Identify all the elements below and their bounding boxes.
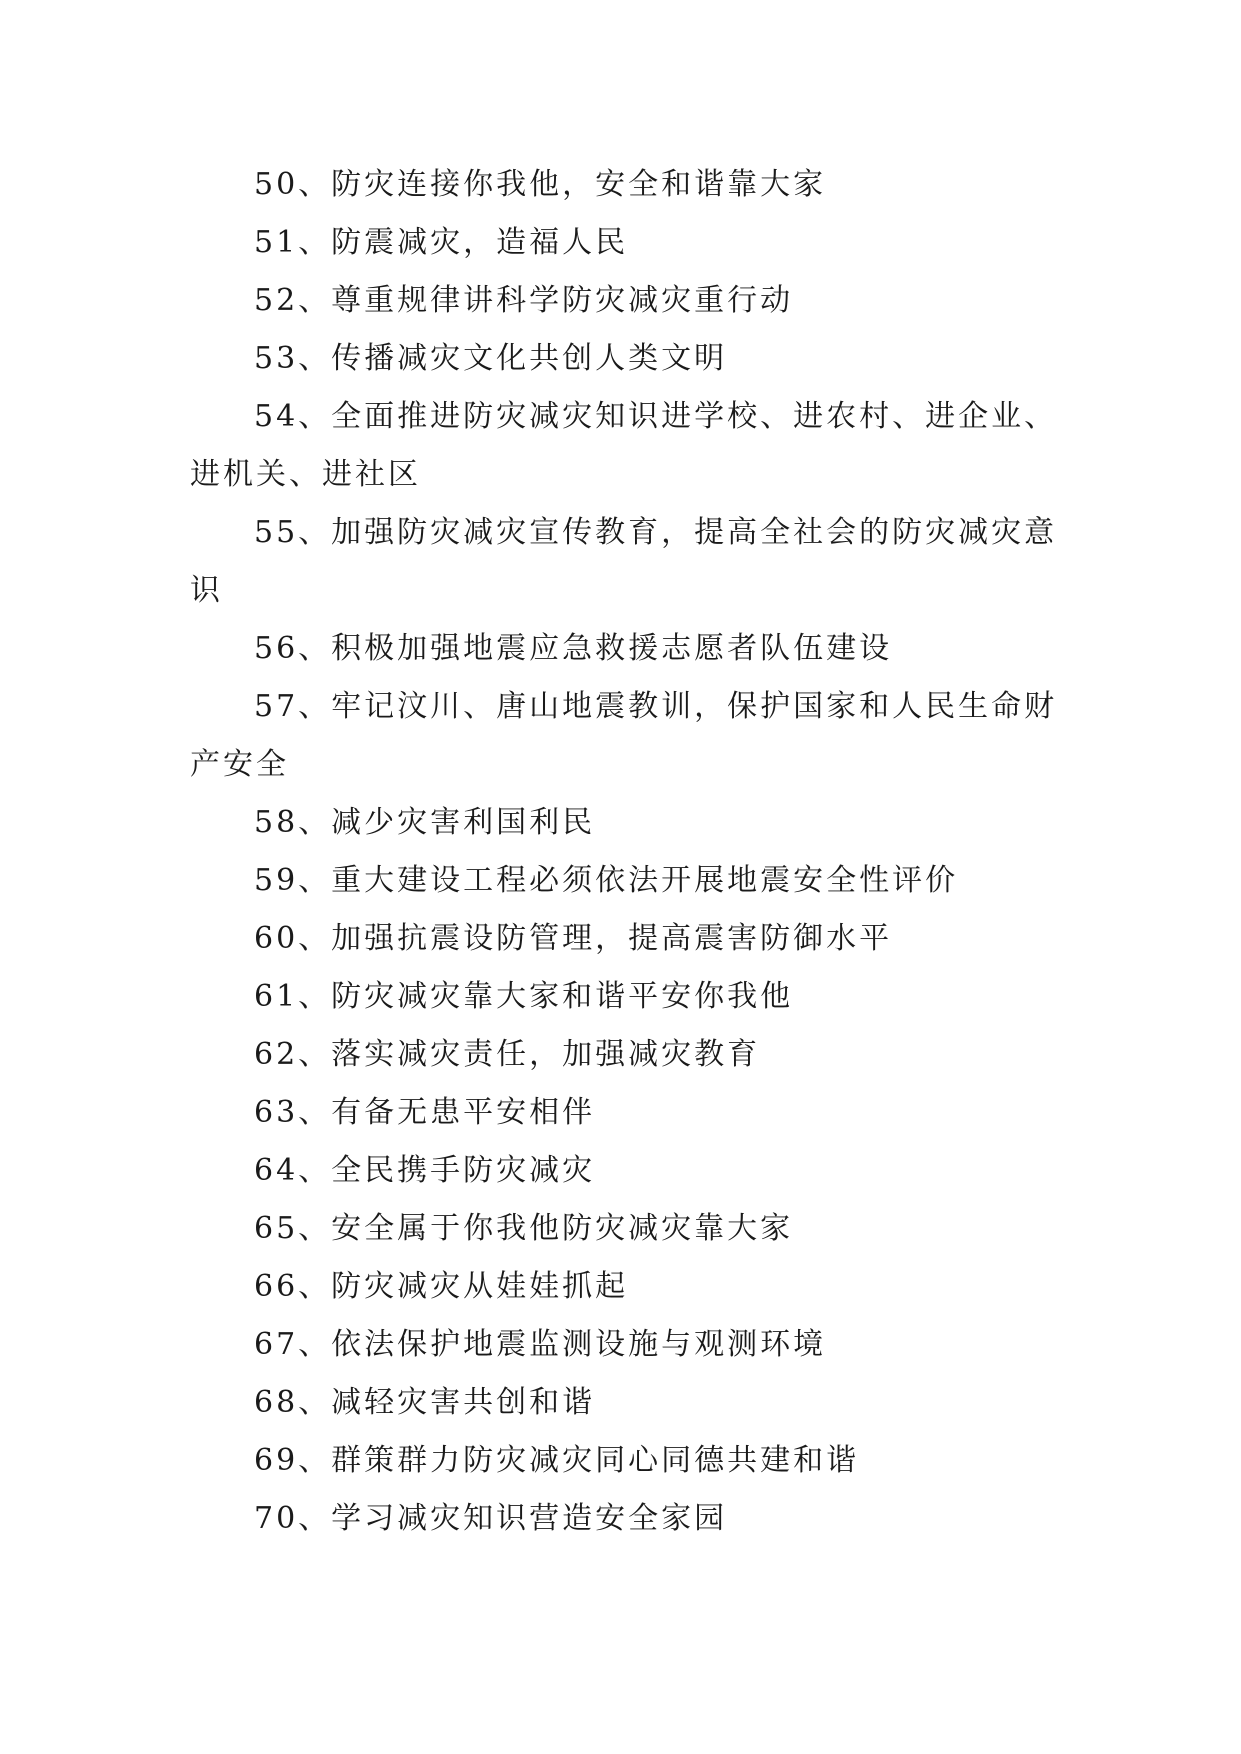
list-item: 60、加强抗震设防管理，提高震害防御水平: [254, 921, 893, 956]
list-item: 59、重大建设工程必须依法开展地震安全性评价: [254, 863, 959, 898]
list-item: 69、群策群力防灾减灾同心同德共建和谐: [254, 1443, 860, 1478]
list-item: 52、尊重规律讲科学防灾减灾重行动: [254, 283, 794, 318]
list-item: 56、积极加强地震应急救援志愿者队伍建设: [254, 631, 893, 666]
list-item: 57、牢记汶川、唐山地震教训，保护国家和人民生命财产安全: [190, 689, 1058, 782]
list-item: 55、加强防灾减灾宣传教育，提高全社会的防灾减灾意识: [190, 515, 1058, 608]
list-item: 61、防灾减灾靠大家和谐平安你我他: [254, 979, 794, 1014]
list-item: 51、防震减灾，造福人民: [254, 225, 629, 260]
list-item: 62、落实减灾责任，加强减灾教育: [254, 1037, 761, 1072]
slogan-list: [190, 156, 1070, 1548]
list-item: 50、防灾连接你我他，安全和谐靠大家: [254, 167, 827, 202]
list-item: 58、减少灾害利国利民: [254, 805, 596, 840]
list-item: 64、全民携手防灾减灾: [254, 1153, 596, 1188]
list-item: 53、传播减灾文化共创人类文明: [254, 341, 728, 376]
list-item: 63、有备无患平安相伴: [254, 1095, 596, 1130]
list-item: 67、依法保护地震监测设施与观测环境: [254, 1327, 827, 1362]
list-item: 68、减轻灾害共创和谐: [254, 1385, 596, 1420]
list-item: 54、全面推进防灾减灾知识进学校、进农村、进企业、进机关、进社区: [190, 399, 1058, 492]
list-item: 70、学习减灾知识营造安全家园: [254, 1501, 728, 1536]
list-item: 66、防灾减灾从娃娃抓起: [254, 1269, 629, 1304]
list-item: 65、安全属于你我他防灾减灾靠大家: [254, 1211, 794, 1246]
